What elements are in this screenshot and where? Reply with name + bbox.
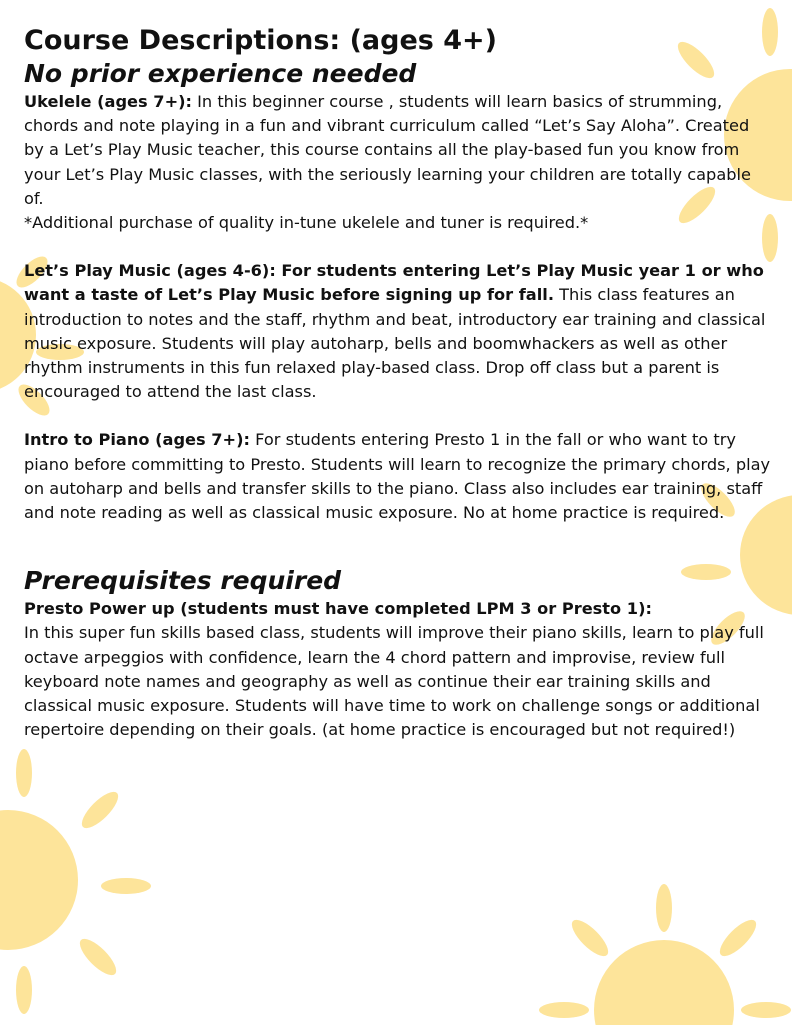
intro-piano-body: For students entering Presto 1 in the fall or who want to try piano before committing to Presto. Students will learn to recognize the primary chords, play on autoharp and bells and transfer skills to the piano. Class also includes ear training, staff and note reading as well as classical music exposure. No at home practice is required.: [24, 430, 771, 523]
presto-title: Presto Power up (students must have completed LPM 3 or Presto 1):: [24, 599, 652, 619]
intro-piano-title: Intro to Piano (ages 7+):: [24, 430, 250, 450]
sun-bottom-right: [539, 884, 791, 1025]
lpm-body: This class features an introduction to notes and the staff, rhythm and beat, introductory ear training and classical music exposure. Students will play autoharp, bells and boomwhackers as well as other rhythm instruments in this fun relaxed play-based class. Drop off class but a parent is encouraged to attend the last class.: [24, 285, 766, 402]
section-heading-prerequisites: Prerequisites required: [24, 566, 342, 596]
sun-bottom-left: [0, 749, 151, 1014]
ukulele-description: [24, 90, 774, 211]
presto-body: In this super fun skills based class, students will improve their piano skills, learn to play full octave arpeggios with confidence, learn the 4 chord pattern and improvise, review full keyboard note names and geography as well as continue their ear training skills and classical music exposure. Students will have time to work on challenge songs or additional repertoire depending on their goals. (at home practice is encouraged but not required!): [24, 623, 764, 740]
intro-piano-description: [24, 428, 774, 525]
lpm-title: Let’s Play Music (ages 4-6): For students entering Let’s Play Music year 1 or who want a taste of Let’s Play Music before signing up for fall.: [24, 261, 764, 305]
section-heading-no-experience: No prior experience needed: [24, 59, 417, 88]
ukulele-body: In this beginner course , students will learn basics of strumming, chords and note playing in a fun and vibrant curriculum called “Let’s Say Aloha”. Created by a Let’s Play Music teacher, this course contains all the play-based fun you know from your Let’s Play Music classes, with the seriously learning your children are totally capable of.: [24, 92, 751, 208]
ukulele-title: Ukelele (ages 7+):: [24, 92, 193, 111]
ukulele-note: *Additional purchase of quality in-tune ukelele and tuner is required.*: [24, 213, 589, 233]
page-title: Course Descriptions: (ages 4+): [24, 25, 498, 56]
course-descriptions: [24, 24, 774, 742]
lpm-description: [24, 259, 774, 404]
